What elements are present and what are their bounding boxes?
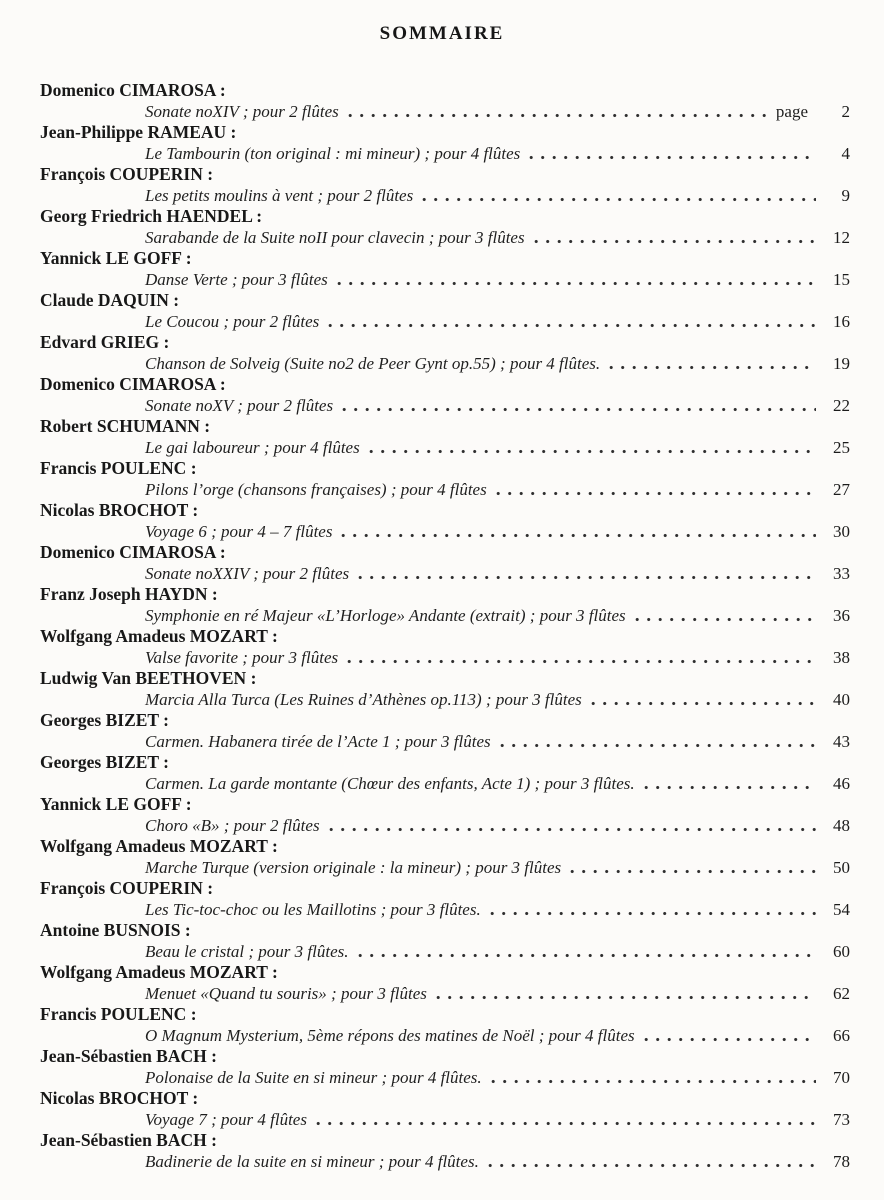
work-title: Marche Turque (version originale : la mineur) ; pour 3 flûtes [145, 858, 562, 877]
composer-name: Franz Joseph HAYDN : [40, 584, 218, 604]
composer-name: Domenico CIMAROSA : [40, 374, 226, 394]
toc-entry [40, 248, 850, 290]
page-number: 46 [833, 774, 850, 793]
dot-leader [422, 197, 816, 202]
work-title-row [40, 311, 850, 332]
toc-entry [40, 332, 850, 374]
composer-name: Francis POULENC : [40, 458, 197, 478]
work-title-row [40, 437, 850, 458]
toc-entry [40, 206, 850, 248]
toc-entry [40, 122, 850, 164]
dot-leader [591, 701, 816, 706]
dot-leader [500, 743, 816, 748]
work-title-row [40, 479, 850, 500]
work-title-row [40, 731, 850, 752]
dot-leader [369, 449, 816, 454]
composer-name: Yannick LE GOFF : [40, 794, 192, 814]
dot-leader [644, 1037, 816, 1042]
page-number: 9 [841, 186, 850, 205]
composer-name: Claude DAQUIN : [40, 290, 180, 310]
dot-leader [490, 911, 816, 916]
work-title-row [40, 269, 850, 290]
page-number: 43 [833, 732, 850, 751]
work-title-row [40, 1067, 850, 1088]
composer-name: Jean-Sébastien BACH : [40, 1130, 217, 1150]
toc-entry [40, 1004, 850, 1046]
toc-entry [40, 164, 850, 206]
page-number: 48 [833, 816, 850, 835]
toc-entry [40, 1088, 850, 1130]
toc-entry [40, 752, 850, 794]
work-title: Danse Verte ; pour 3 flûtes [145, 270, 328, 289]
composer-name: Jean-Philippe RAMEAU : [40, 122, 237, 142]
dot-leader [534, 239, 816, 244]
toc-entry [40, 80, 850, 122]
page-number: 62 [833, 984, 850, 1003]
page-number: 25 [833, 438, 850, 457]
work-title: Voyage 6 ; pour 4 – 7 flûtes [145, 522, 333, 541]
work-title: Sonate noXXIV ; pour 2 flûtes [145, 564, 350, 583]
page-number: 15 [833, 270, 850, 289]
composer-name: Domenico CIMAROSA : [40, 80, 226, 100]
toc-entry [40, 1130, 850, 1172]
page-number: 27 [833, 480, 850, 499]
dot-leader [635, 617, 816, 622]
dot-leader [644, 785, 816, 790]
composer-name: Ludwig Van BEETHOVEN : [40, 668, 257, 688]
dot-leader [316, 1121, 816, 1126]
work-title: Symphonie en ré Majeur «L’Horloge» Andante (extrait) ; pour 3 flûtes [145, 606, 626, 625]
work-title: Pilons l’orge (chansons françaises) ; pour 4 flûtes [145, 480, 487, 499]
work-title-row [40, 941, 850, 962]
page-number: 30 [833, 522, 850, 541]
dot-leader [328, 323, 816, 328]
page-number: 12 [833, 228, 850, 247]
composer-name: Edvard GRIEG : [40, 332, 170, 352]
dot-leader [570, 869, 816, 874]
work-title: Marcia Alla Turca (Les Ruines d’Athènes op.113) ; pour 3 flûtes [145, 690, 582, 709]
work-title-row [40, 563, 850, 584]
work-title: Carmen. Habanera tirée de l’Acte 1 ; pour 3 flûtes [145, 732, 491, 751]
dot-leader [337, 281, 816, 286]
toc-entry [40, 710, 850, 752]
toc-entry [40, 626, 850, 668]
composer-name: Georges BIZET : [40, 752, 169, 772]
page-number: 54 [833, 900, 850, 919]
composer-name: Francis POULENC : [40, 1004, 197, 1024]
dot-leader [529, 155, 816, 160]
page-number: 60 [833, 942, 850, 961]
work-title: O Magnum Mysterium, 5ème répons des matines de Noël ; pour 4 flûtes [145, 1026, 635, 1045]
composer-name: François COUPERIN : [40, 164, 214, 184]
work-title-row [40, 227, 850, 248]
dot-leader [609, 365, 816, 370]
page-number: 2 [841, 102, 850, 121]
work-title-row [40, 1025, 850, 1046]
toc-entries [0, 80, 884, 1172]
page-number: 38 [833, 648, 850, 667]
dot-leader [358, 953, 816, 958]
toc-entry [40, 668, 850, 710]
work-title: Beau le cristal ; pour 3 flûtes. [145, 942, 349, 961]
work-title-row [40, 773, 850, 794]
dot-leader [347, 659, 816, 664]
work-title: Le Tambourin (ton original : mi mineur) ; pour 4 flûtes [145, 144, 521, 163]
page-label: page [775, 102, 808, 121]
composer-name: Georg Friedrich HAENDEL : [40, 206, 263, 226]
dot-leader [491, 1079, 816, 1084]
composer-name: Wolfgang Amadeus MOZART : [40, 836, 278, 856]
dot-leader [348, 113, 772, 118]
composer-name: Yannick LE GOFF : [40, 248, 192, 268]
composer-name: Wolfgang Amadeus MOZART : [40, 962, 278, 982]
work-title-row [40, 1151, 850, 1172]
toc-entry [40, 500, 850, 542]
page-number: 33 [833, 564, 850, 583]
dot-leader [341, 533, 816, 538]
page-number: 66 [833, 1026, 850, 1045]
composer-name: François COUPERIN : [40, 878, 214, 898]
work-title-row [40, 689, 850, 710]
toc-entry [40, 1046, 850, 1088]
page-number: 19 [833, 354, 850, 373]
dot-leader [436, 995, 816, 1000]
work-title-row [40, 815, 850, 836]
work-title: Le Coucou ; pour 2 flûtes [145, 312, 320, 331]
composer-name: Nicolas BROCHOT : [40, 1088, 199, 1108]
work-title: Sonate noXIV ; pour 2 flûtes [145, 102, 339, 121]
work-title-row [40, 983, 850, 1004]
dot-leader [329, 827, 816, 832]
page-number: 22 [833, 396, 850, 415]
dot-leader [358, 575, 816, 580]
work-title: Chanson de Solveig (Suite no2 de Peer Gynt op.55) ; pour 4 flûtes. [145, 354, 601, 373]
dot-leader [342, 407, 816, 412]
composer-name: Nicolas BROCHOT : [40, 500, 199, 520]
toc-entry [40, 962, 850, 1004]
page-number: 78 [833, 1152, 850, 1171]
work-title: Le gai laboureur ; pour 4 flûtes [145, 438, 360, 457]
composer-name: Wolfgang Amadeus MOZART : [40, 626, 278, 646]
work-title-row [40, 101, 850, 122]
page-number: 70 [833, 1068, 850, 1087]
composer-name: Domenico CIMAROSA : [40, 542, 226, 562]
dot-leader [488, 1163, 816, 1168]
work-title-row [40, 395, 850, 416]
page-number: 16 [833, 312, 850, 331]
work-title-row [40, 899, 850, 920]
dot-leader [496, 491, 816, 496]
toc-entry [40, 584, 850, 626]
toc-entry [40, 374, 850, 416]
work-title: Les petits moulins à vent ; pour 2 flûtes [145, 186, 414, 205]
toc-entry [40, 920, 850, 962]
composer-name: Georges BIZET : [40, 710, 169, 730]
work-title: Sonate noXV ; pour 2 flûtes [145, 396, 334, 415]
work-title-row [40, 605, 850, 626]
toc-entry [40, 836, 850, 878]
work-title-row [40, 143, 850, 164]
work-title: Menuet «Quand tu souris» ; pour 3 flûtes [145, 984, 427, 1003]
page-number: 40 [833, 690, 850, 709]
work-title-row [40, 521, 850, 542]
work-title-row [40, 1109, 850, 1130]
toc-entry [40, 290, 850, 332]
work-title: Carmen. La garde montante (Chœur des enfants, Acte 1) ; pour 3 flûtes. [145, 774, 635, 793]
toc-entry [40, 794, 850, 836]
work-title-row [40, 353, 850, 374]
toc-entry [40, 542, 850, 584]
composer-name: Robert SCHUMANN : [40, 416, 211, 436]
work-title: Sarabande de la Suite noII pour clavecin ; pour 3 flûtes [145, 228, 525, 247]
toc-entry [40, 878, 850, 920]
work-title: Voyage 7 ; pour 4 flûtes [145, 1110, 307, 1129]
page-title: SOMMAIRE [379, 23, 505, 44]
work-title: Badinerie de la suite en si mineur ; pour 4 flûtes. [145, 1152, 479, 1171]
work-title: Choro «B» ; pour 2 flûtes [145, 816, 320, 835]
work-title: Valse favorite ; pour 3 flûtes [145, 648, 339, 667]
toc-entry [40, 458, 850, 500]
composer-name: Jean-Sébastien BACH : [40, 1046, 217, 1066]
work-title-row [40, 647, 850, 668]
work-title: Polonaise de la Suite en si mineur ; pour 4 flûtes. [145, 1068, 482, 1087]
work-title-row [40, 857, 850, 878]
page-number: 50 [833, 858, 850, 877]
composer-name: Antoine BUSNOIS : [40, 920, 191, 940]
page-number: 4 [841, 144, 850, 163]
page-number: 73 [833, 1110, 850, 1129]
page-number: 36 [833, 606, 850, 625]
work-title-row [40, 185, 850, 206]
toc-entry [40, 416, 850, 458]
work-title: Les Tic-toc-choc ou les Maillotins ; pour 3 flûtes. [145, 900, 481, 919]
